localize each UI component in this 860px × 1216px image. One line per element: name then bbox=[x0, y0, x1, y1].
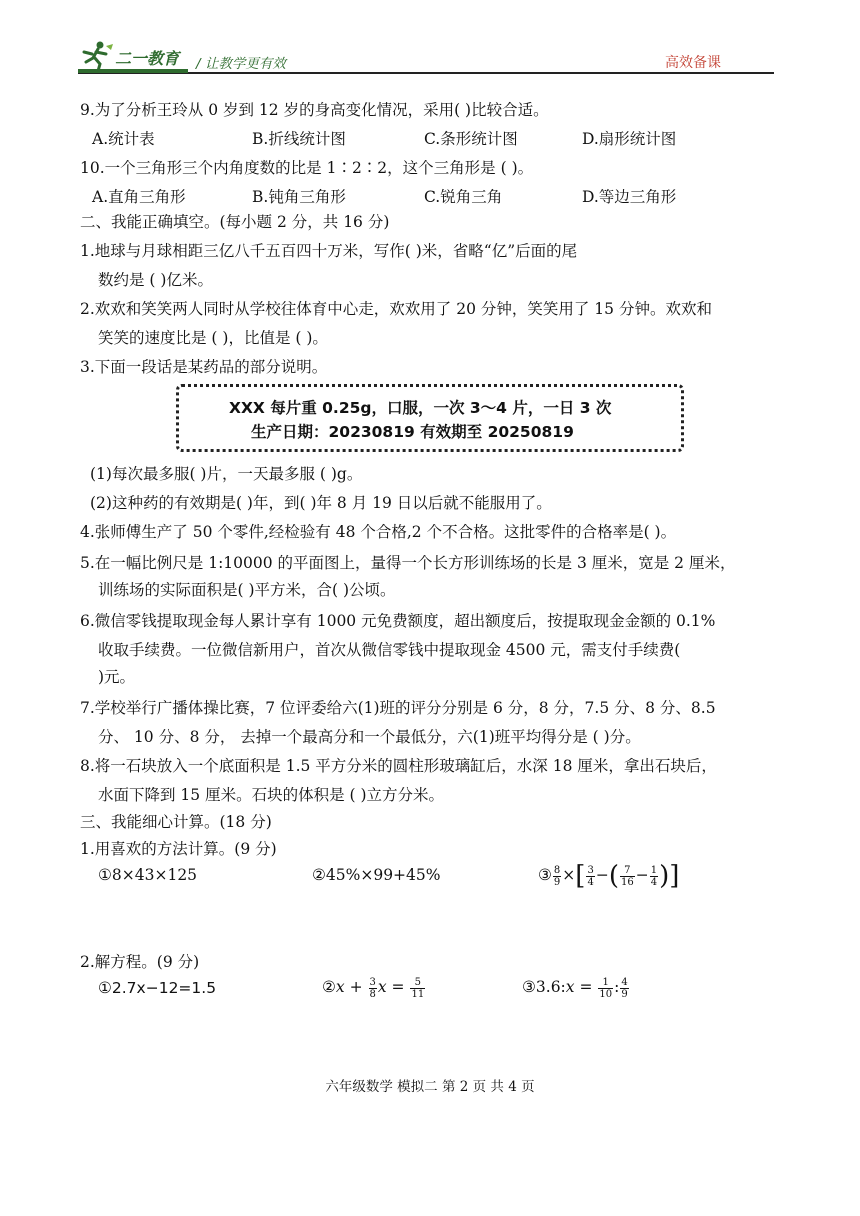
calc-3: ③ $\frac{8}{9}$ ×[ $\frac{3}{4}$ −( $\frac{7}{16}$ − $\frac{1}{4}$ )] bbox=[538, 861, 680, 891]
brand-slogan: / 让教学更有效 bbox=[196, 56, 286, 72]
equation-3: ③3.6:x = $\frac{1}{10}$ : $\frac{4}{9}$ bbox=[522, 976, 628, 1000]
s2-q8-line2: 水面下降到 15 厘米。石块的体积是 ( )立方分米。 bbox=[98, 786, 445, 804]
s2-q2-line2: 笑笑的速度比是 ( )，比值是 ( )。 bbox=[98, 329, 328, 347]
s2-q1-line2: 数约是 ( )亿米。 bbox=[98, 271, 213, 289]
q10-option-b: B.钝角三角形 bbox=[252, 188, 346, 206]
s2-q3-line: 3.下面一段话是某药品的部分说明。 bbox=[80, 358, 328, 376]
s2-q5-line1: 5.在一幅比例尺是 1:10000 的平面图上，量得一个长方形训练场的长是 3 厘米，宽是 2 厘米， bbox=[80, 554, 736, 572]
s3-part2-title: 2.解方程。(9 分) bbox=[80, 953, 200, 971]
s2-q5-line2: 训练场的实际面积是( )平方米，合( )公顷。 bbox=[98, 581, 396, 599]
s2-q7-line1: 7.学校举行广播体操比赛，7 位评委给六(1)班的评分分别是 6 分，8 分，7.5 分、8 分、8.5 bbox=[80, 699, 716, 717]
medicine-notice-box bbox=[176, 384, 684, 452]
equation-2: ②x + $\frac{3}{8}$ x = $\frac{5}{11}$ bbox=[322, 976, 425, 1000]
header-right-label: 高效备课 bbox=[665, 55, 721, 71]
s3-part1-title: 1.用喜欢的方法计算。(9 分) bbox=[80, 840, 277, 858]
header-accent-bar bbox=[78, 69, 188, 73]
brand-logo-text: 二一教育 bbox=[115, 49, 180, 68]
s2-q8-line1: 8.将一石块放入一个底面积是 1.5 平方分米的圆柱形玻璃缸后，水深 18 厘米，拿出石块后， bbox=[80, 757, 717, 775]
q9-option-d: D.扇形统计图 bbox=[582, 130, 677, 148]
s2-q4: 4.张师傅生产了 50 个零件,经检验有 48 个合格,2 个不合格。这批零件的合格率是( )。 bbox=[80, 523, 677, 541]
q9-option-c: C.条形统计图 bbox=[424, 130, 518, 148]
q10-option-c: C.锐角三角 bbox=[424, 188, 503, 206]
s2-q3-sub2: (2)这种药的有效期是( )年，到( )年 8 月 19 日以后就不能服用了。 bbox=[90, 494, 552, 512]
s2-q3-sub1: (1)每次最多服( )片，一天最多服 ( )g。 bbox=[90, 465, 363, 483]
calc-2: ②45%×99+45% bbox=[312, 866, 441, 884]
notice-line1: XXX 每片重 0.25g，口服，一次 3～4 片，一日 3 次 bbox=[229, 399, 612, 417]
section3-title: 三、我能细心计算。(18 分) bbox=[80, 813, 272, 831]
q9-option-a: A.统计表 bbox=[92, 130, 155, 148]
s2-q1-line1: 1.地球与月球相距三亿八千五百四十万米，写作( )米，省略“亿”后面的尾 bbox=[80, 242, 578, 260]
equation-1: ①2.7x−12=1.5 bbox=[98, 979, 217, 997]
s2-q2-line1: 2.欢欢和笑笑两人同时从学校往体育中心走，欢欢用了 20 分钟，笑笑用了 15 分钟。欢欢和 bbox=[80, 300, 712, 318]
calc-1: ①8×43×125 bbox=[98, 866, 198, 884]
notice-line2: 生产日期：20230819 有效期至 20250819 bbox=[251, 423, 574, 441]
s2-q6-line1: 6.微信零钱提取现金每人累计享有 1000 元免费额度，超出额度后，按提取现金金额的 0.1% bbox=[80, 612, 716, 630]
q9-option-b: B.折线统计图 bbox=[252, 130, 346, 148]
s2-q6-line3: )元。 bbox=[98, 668, 136, 686]
q10-option-a: A.直角三角形 bbox=[92, 188, 186, 206]
s2-q7-line2: 分、 10 分、8 分， 去掉一个最高分和一个最低分，六(1)班平均得分是 ( )分。 bbox=[98, 728, 641, 746]
s2-q6-line2: 收取手续费。一位微信新用户，首次从微信零钱中提取现金 4500 元，需支付手续费( bbox=[98, 641, 681, 659]
q9-stem: 9.为了分析王玲从 0 岁到 12 岁的身高变化情况，采用( )比较合适。 bbox=[80, 101, 549, 119]
page-footer: 六年级数学 模拟二 第 2 页 共 4 页 bbox=[325, 1079, 535, 1095]
q10-stem: 10.一个三角形三个内角度数的比是 1∶2∶2，这个三角形是 ( )。 bbox=[80, 159, 534, 177]
section2-title: 二、我能正确填空。(每小题 2 分，共 16 分) bbox=[80, 213, 390, 231]
q10-option-d: D.等边三角形 bbox=[582, 188, 677, 206]
